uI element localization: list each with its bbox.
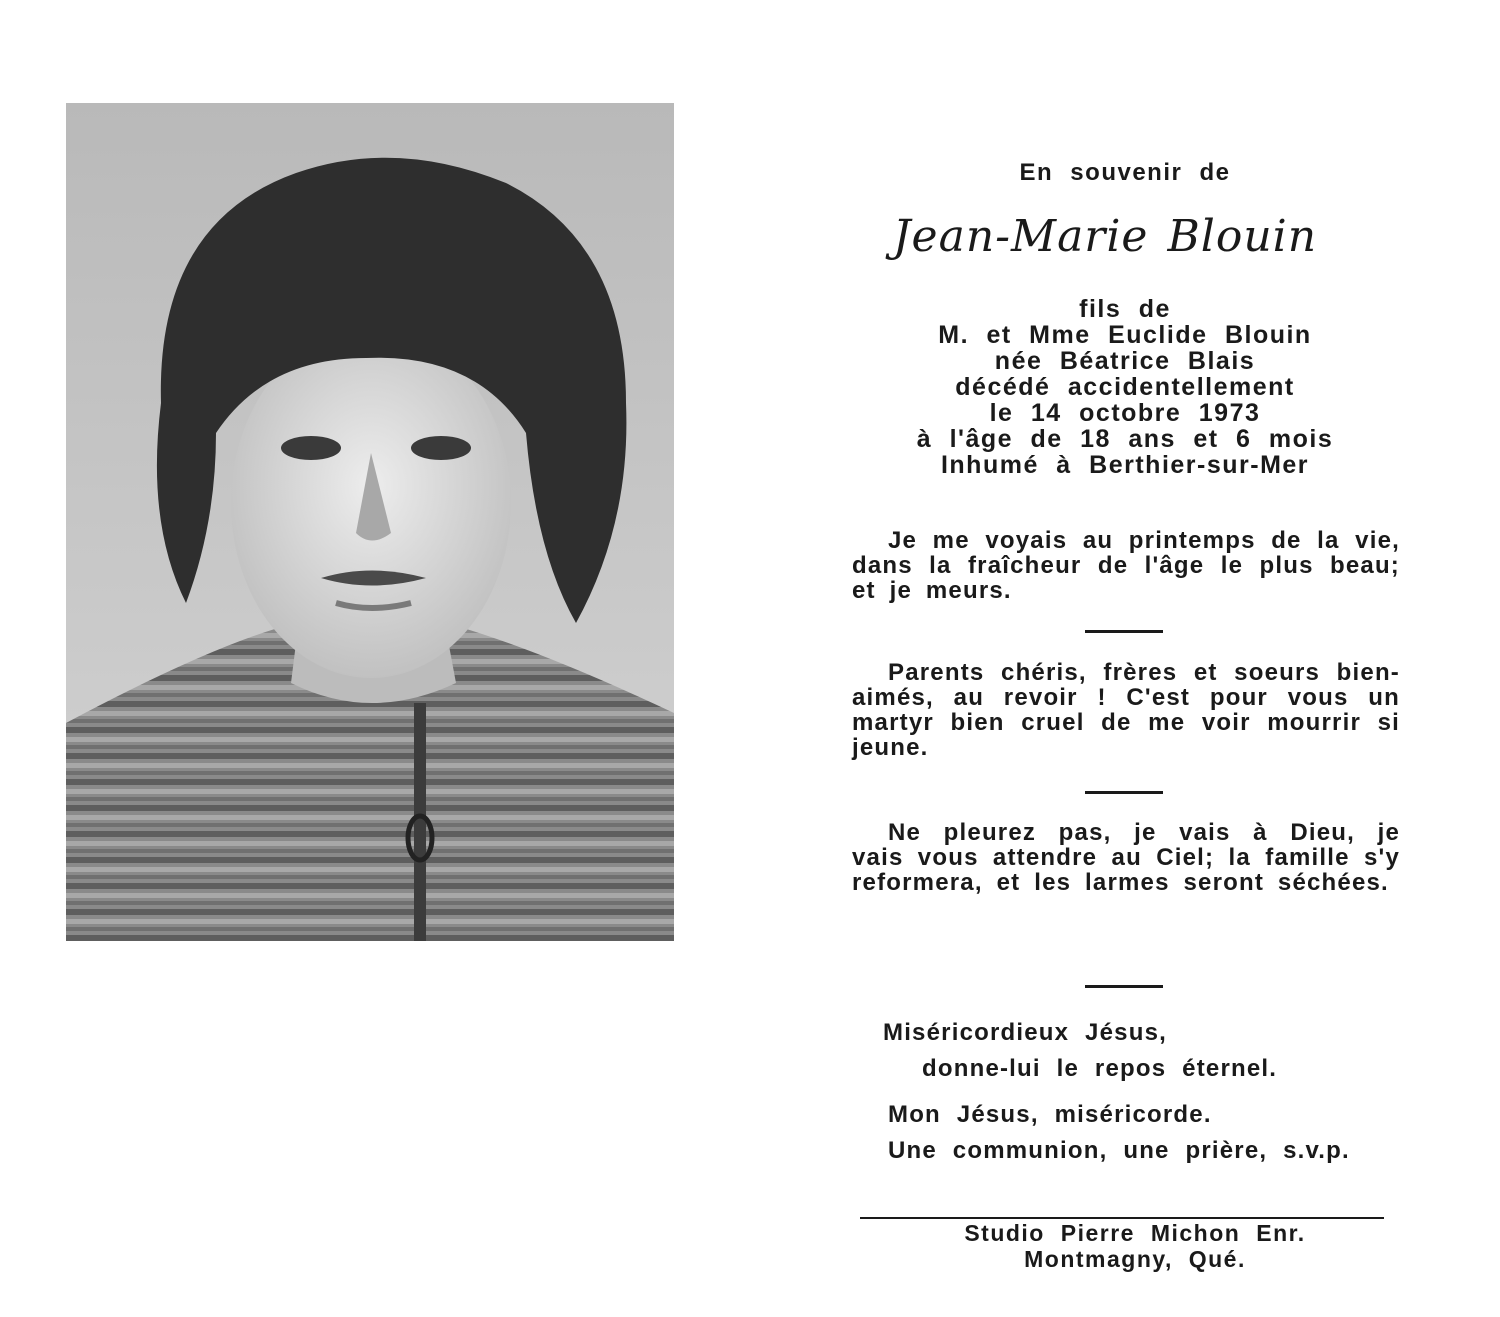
prayer-line: Mon Jésus, miséricorde. <box>888 1101 1212 1128</box>
prayer-line: Miséricordieux Jésus, <box>883 1019 1167 1046</box>
portrait-icon <box>66 103 674 941</box>
divider <box>1085 791 1163 794</box>
studio-location: Montmagny, Qué. <box>1024 1246 1246 1272</box>
studio-name: Studio Pierre Michon Enr. <box>964 1220 1306 1246</box>
info-line: M. et Mme Euclide Blouin <box>938 321 1312 349</box>
verse-paragraph: Je me voyais au printemps de la vie, dans la fraîcheur de l'âge le plus beau; et je meurs. <box>852 527 1400 604</box>
info-line: fils de <box>1079 295 1171 323</box>
divider <box>1085 985 1163 988</box>
portrait-photo <box>66 103 674 941</box>
prayer-line: donne-lui le repos éternel. <box>922 1055 1278 1082</box>
footer-divider <box>860 1217 1384 1219</box>
info-line: le 14 octobre 1973 <box>989 399 1261 427</box>
info-line: décédé accidentellement <box>955 373 1295 401</box>
deceased-name: Jean-Marie Blouin <box>892 211 1318 262</box>
verse-paragraph: Ne pleurez pas, je vais à Dieu, je vais vous attendre au Ciel; la famille s'y reformera, et les larmes seront séchées. <box>852 819 1400 896</box>
info-line: née Béatrice Blais <box>994 347 1256 375</box>
verse-paragraph: Parents chéris, frères et soeurs bien-aimés, au revoir ! C'est pour vous un martyr bien cruel de me voir mourrir si jeune. <box>852 659 1400 761</box>
info-line: à l'âge de 18 ans et 6 mois <box>916 425 1334 453</box>
intro-line: En souvenir de <box>1019 159 1231 186</box>
info-line: Inhumé à Berthier-sur-Mer <box>940 451 1310 479</box>
divider <box>1085 630 1163 633</box>
prayer-line: Une communion, une prière, s.v.p. <box>888 1137 1350 1164</box>
